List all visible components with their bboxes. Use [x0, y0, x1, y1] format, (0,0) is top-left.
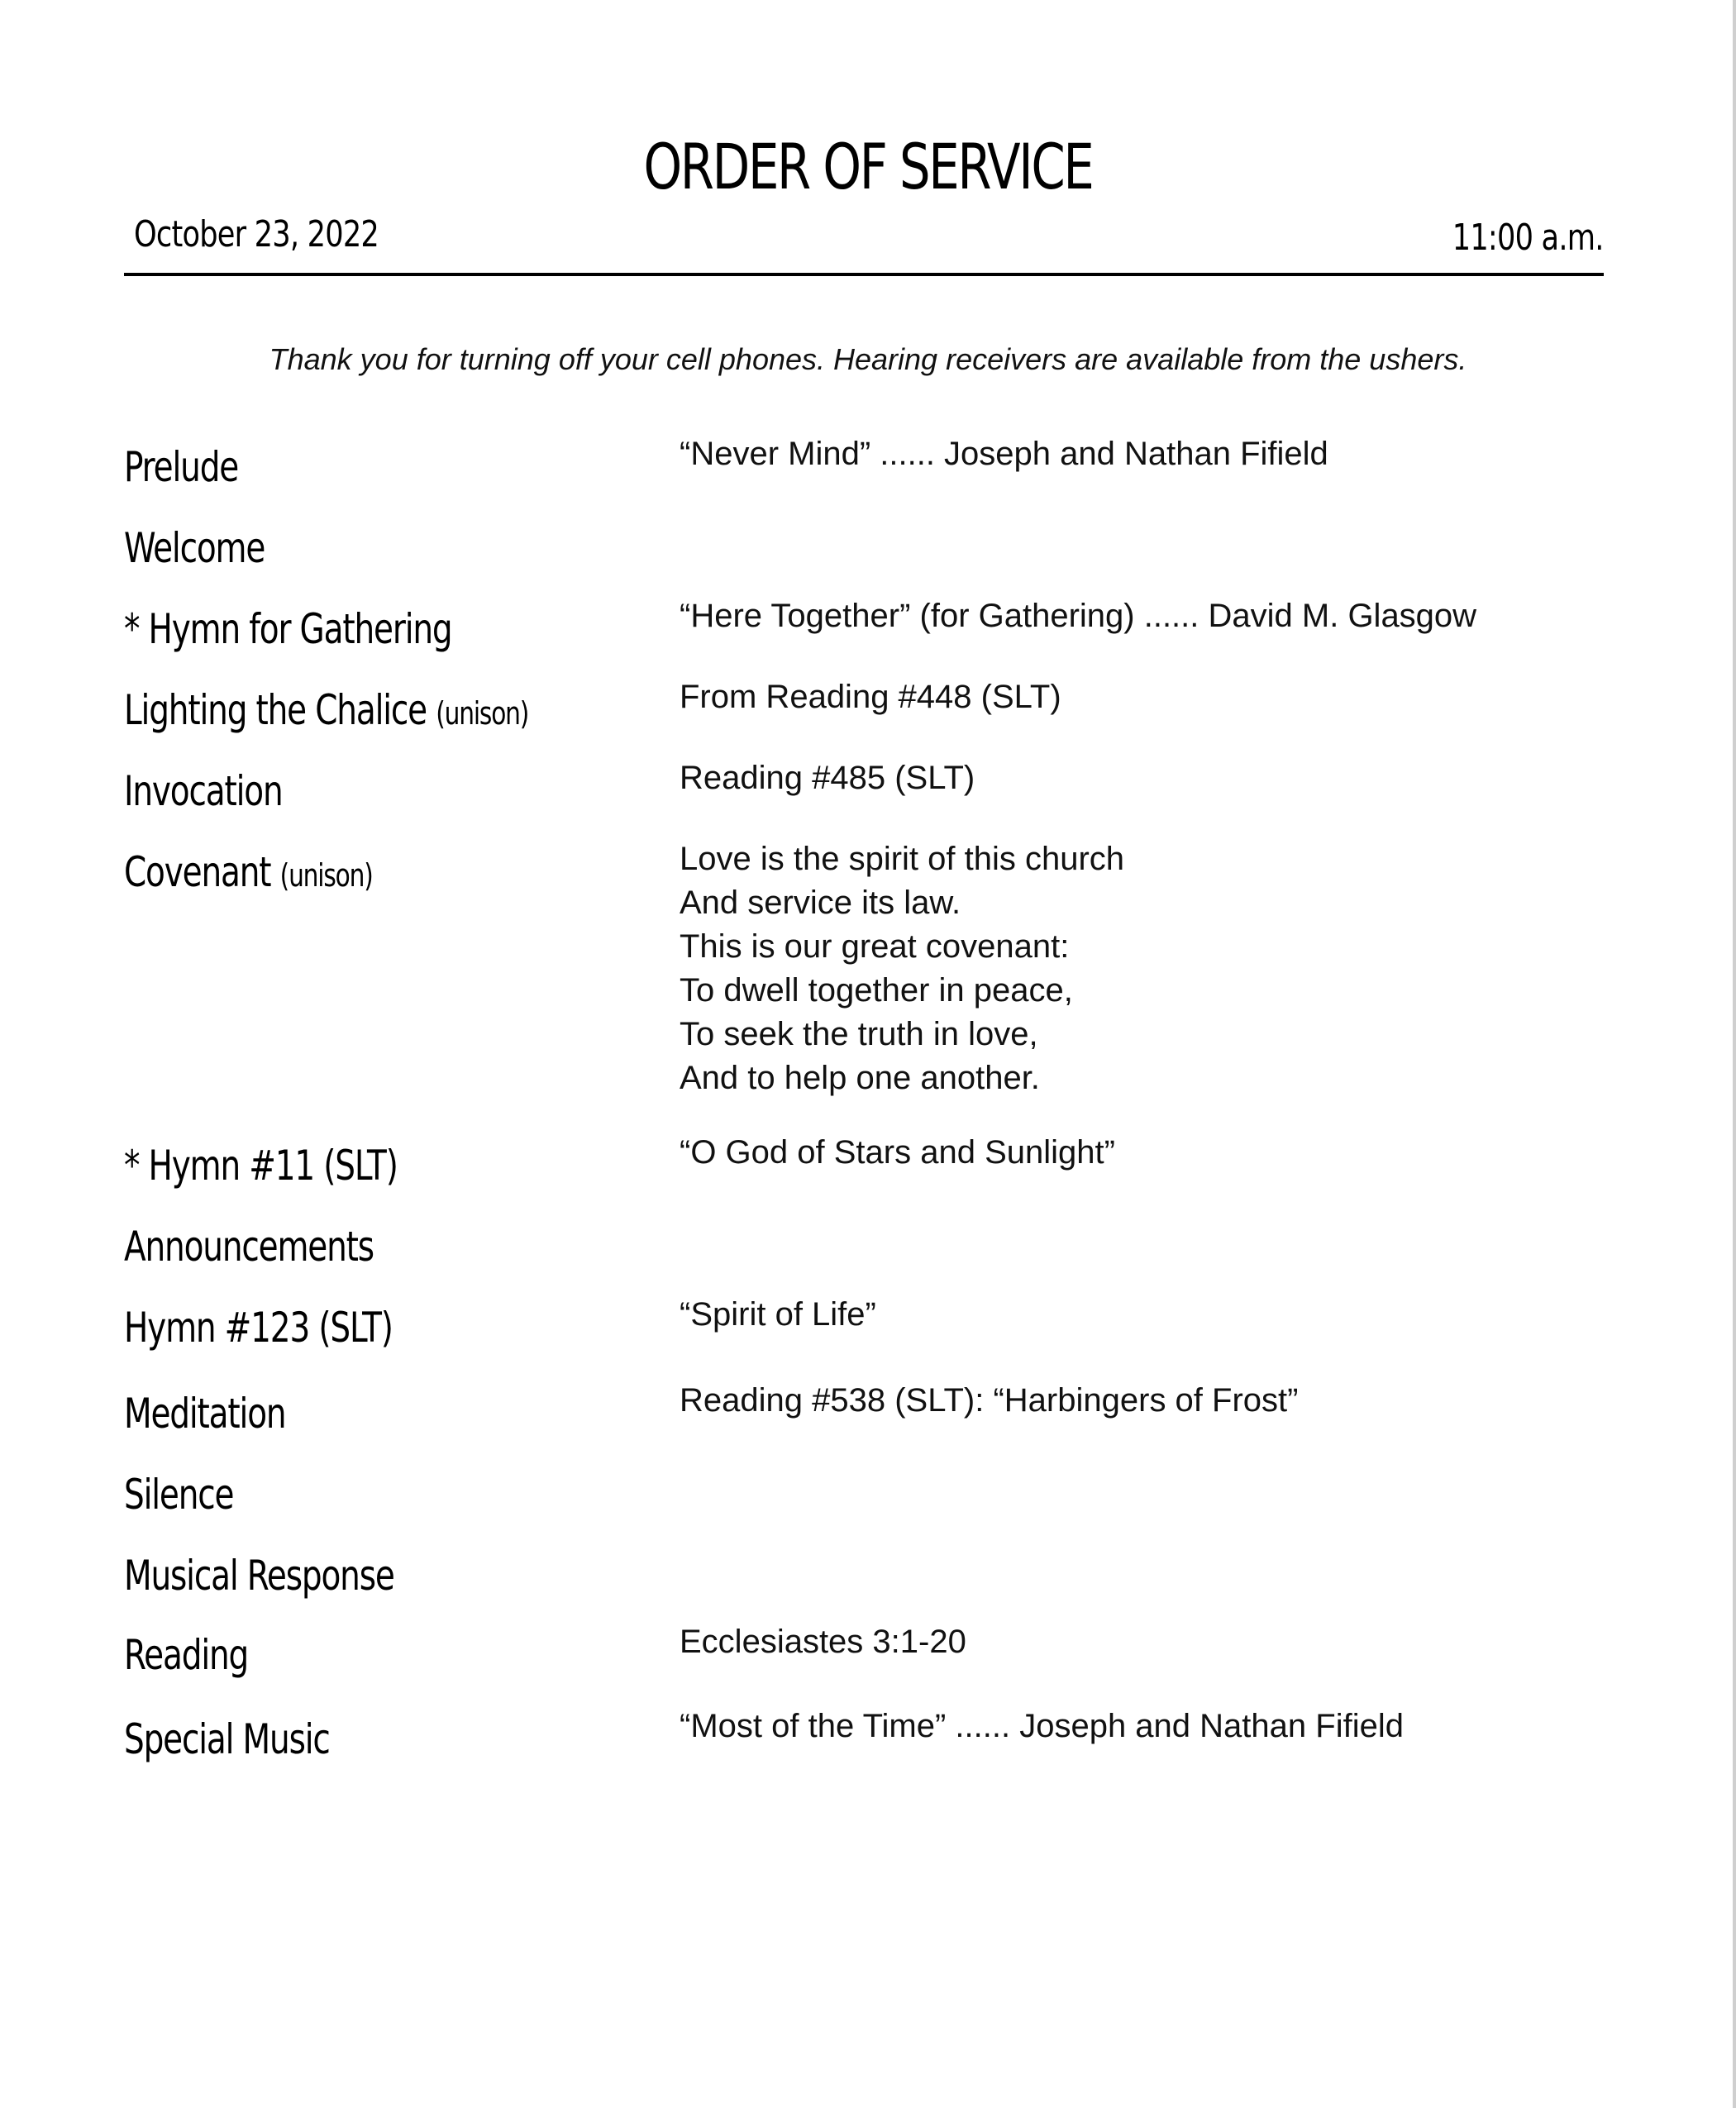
detail-line: “Here Together” (for Gathering) ...... David M. Glasgow [680, 598, 1477, 634]
service-item-title: Prelude [124, 443, 239, 491]
service-item-note: (unison) [279, 857, 373, 894]
service-item-label [124, 1141, 398, 1190]
detail-line: This is our great covenant: [680, 928, 1070, 965]
service-item-title: Silence [124, 1471, 234, 1519]
service-item-title: Special Music [124, 1715, 330, 1763]
service-item-label [124, 1630, 248, 1680]
service-item-label [124, 1715, 330, 1764]
service-item-title: * Hymn for Gathering [124, 605, 452, 653]
service-item-label [124, 1222, 374, 1271]
detail-line: From Reading #448 (SLT) [680, 679, 1061, 715]
service-item-title: Meditation [124, 1390, 286, 1438]
service-item-label [124, 1303, 393, 1352]
detail-line: And service its law. [680, 885, 961, 921]
service-item-title: Musical Response [124, 1552, 394, 1600]
service-item-title: Welcome [124, 524, 265, 572]
service-item-detail [680, 1705, 1404, 1748]
detail-line: Love is the spirit of this church [680, 841, 1125, 877]
service-item-title: Lighting the Chalice [124, 686, 427, 734]
service-item-detail [680, 1379, 1298, 1423]
service-item-detail [680, 1293, 876, 1337]
service-item-title: Invocation [124, 767, 283, 815]
detail-line: “Most of the Time” ...... Joseph and Nathan Fifield [680, 1708, 1404, 1744]
service-item-detail [680, 1620, 966, 1664]
service-item-note: (unison) [436, 695, 529, 732]
detail-line: To seek the truth in love, [680, 1016, 1038, 1052]
detail-line: “O God of Stars and Sunlight” [680, 1134, 1115, 1171]
detail-line: “Never Mind” ...... Joseph and Nathan Fifield [680, 436, 1328, 472]
service-item-label [124, 766, 283, 816]
service-item-title: * Hymn #11 (SLT) [124, 1142, 398, 1190]
service-item-detail [680, 837, 1124, 1100]
service-date: October 23, 2022 [134, 213, 379, 255]
service-item-label [124, 1470, 233, 1519]
service-item-title: Announcements [124, 1223, 374, 1271]
service-item-label [124, 847, 373, 897]
service-item-detail [680, 675, 1061, 719]
service-item-label [124, 442, 238, 492]
service-item-detail [680, 756, 975, 800]
detail-line: Ecclesiastes 3:1-20 [680, 1624, 966, 1660]
service-item-label [124, 1389, 285, 1438]
service-item-title: Hymn #123 (SLT) [124, 1304, 393, 1352]
service-item-detail [680, 432, 1328, 476]
page-title: ORDER OF SERVICE [643, 130, 1093, 203]
service-item-label [124, 1551, 394, 1600]
service-item-detail [680, 594, 1476, 638]
service-time: 11:00 a.m. [1452, 217, 1604, 259]
service-item-label [124, 685, 528, 735]
service-item-title: Covenant [124, 848, 271, 896]
detail-line: “Spirit of Life” [680, 1296, 876, 1333]
service-item-detail [680, 1131, 1115, 1175]
detail-line: Reading #538 (SLT): “Harbingers of Frost” [680, 1382, 1299, 1419]
service-item-label [124, 604, 452, 654]
notice-text: Thank you for turning off your cell phones. Hearing receivers are available from the ushers. [269, 342, 1467, 376]
service-item-title: Reading [124, 1631, 249, 1679]
service-item-label [124, 523, 265, 573]
detail-line: And to help one another. [680, 1060, 1040, 1096]
detail-line: To dwell together in peace, [680, 972, 1073, 1009]
detail-line: Reading #485 (SLT) [680, 760, 975, 796]
